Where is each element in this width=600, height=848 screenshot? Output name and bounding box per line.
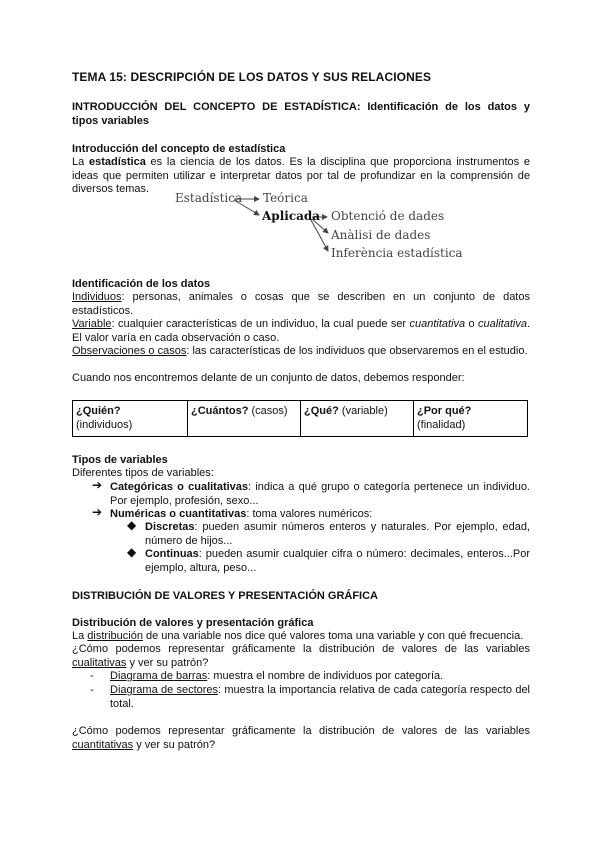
observaciones-definition: Observaciones o casos: las características de los individuos que observaremos en el estudio. [72,345,528,357]
estadistica-diagram [72,186,530,266]
discretas-item: Discretas: pueden asumir números enteros y naturales. Por ejemplo, edad, número de hijos... [145,521,530,547]
table-cell-porque: ¿Por qué? (finalidad) [414,401,528,437]
table-cell-quien: ¿Quién? (individuos) [73,401,188,437]
cuando-paragraph: Cuando nos encontremos delante de un conjunto de datos, debemos responder: [72,372,465,384]
diagram-obtencio: Obtenció de dades [331,209,445,223]
cualitativas-question: ¿Cómo podemos representar gráficamente la distribución de valores de las variables cualitativas y ver su patrón? [72,643,530,669]
dash-bullet: - [90,670,94,682]
concept-heading: Introducción del concepto de estadística [72,143,286,155]
intro-heading-line2: tipos variables [72,115,150,127]
continuas-item: Continuas: pueden asumir cualquier cifra o número: decimales, enteros...Por ejemplo, altura, peso... [145,548,530,574]
diagram-root: Estadística [175,191,243,205]
datos-heading: Identificación de los datos [72,278,211,290]
table-cell-que: ¿Qué? (variable) [301,401,414,437]
diagram-analisi: Anàlisi de dades [331,228,431,242]
diagram-aplicada: Aplicada [262,209,321,223]
document-title: TEMA 15: DESCRIPCIÓN DE LOS DATOS Y SUS RELACIONES [72,70,432,84]
table-row [73,401,528,437]
individuos-definition: Individuos: personas, animales o cosas que se describen en un conjunto de datos estadísticos. [72,291,530,317]
tipos-heading: Tipos de variables [72,454,168,466]
dash-bullet: - [90,684,94,696]
diamond-icon: ◆ [127,518,137,532]
cuantitativas-question: ¿Cómo podemos representar gráficamente la distribución de valores de las variables cuantitativas y ver su patrón? [72,725,530,751]
barras-item: Diagrama de barras: muestra el nombre de individuos por categoría. [110,670,444,682]
intro-heading-line1: INTRODUCCIÓN DEL CONCEPTO DE ESTADÍSTICA: Identificación de los datos y [72,101,530,113]
tipos-intro: Diferentes tipos de variables: [72,467,214,479]
numericas-item: Numéricas o cuantitativas: toma valores numéricos: [110,508,373,520]
diagram-teorica: Teórica [263,191,308,205]
questions-table [72,400,528,437]
diamond-icon: ◆ [127,545,137,559]
distribucion-heading: Distribución de valores y presentación gráfica [72,617,314,629]
arrow-icon: ➔ [92,478,103,492]
concept-paragraph: La estadística es la ciencia de los datos. Es la disciplina que proporciona instrumentos e ideas que permiten utilizar e interpretar datos por tal de profundizar en la comprensión de diversos temas. [72,156,530,195]
distribucion-definition: La distribución de una variable nos dice qué valores toma una variable y con qué frecuencia. [72,630,524,642]
diagram-inferencia: Inferència estadística [331,246,463,260]
table-cell-cuantos: ¿Cuántos? (casos) [188,401,301,437]
sectores-item: Diagrama de sectores: muestra la importancia relativa de cada categoría respecto del total. [110,684,531,710]
arrow-icon: ➔ [92,505,103,519]
variable-definition: Variable: cualquier características de un individuo, la cual puede ser cuantitativa o cualitativa. El valor varía en cada observación o caso. [72,318,530,344]
categoricas-item: Categóricas o cualitativas: indica a qué grupo o categoría pertenece un individuo. Por ejemplo, profesión, sexo... [110,481,530,507]
distribucion-section-heading: DISTRIBUCIÓN DE VALORES Y PRESENTACIÓN GRÁFICA [72,590,378,602]
